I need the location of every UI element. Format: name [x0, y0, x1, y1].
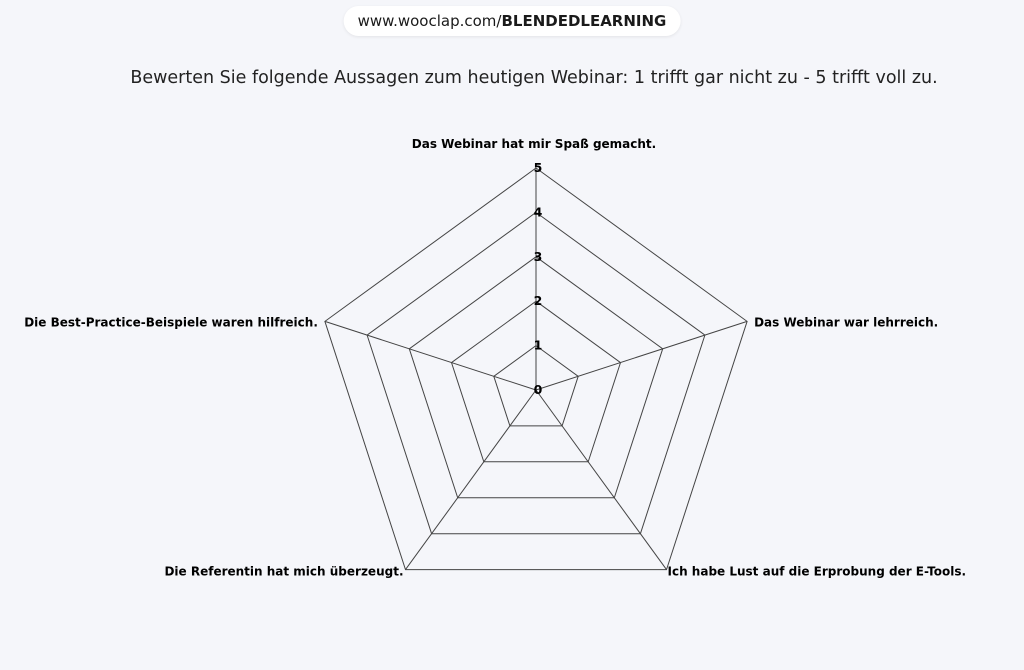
axis-label: Die Referentin hat mich überzeugt.: [164, 564, 404, 579]
tick-label: 0: [533, 382, 543, 397]
tick-label: 1: [533, 337, 543, 353]
radar-tick-labels: [534, 160, 543, 397]
radar-axes: [325, 168, 747, 570]
axis-label: Das Webinar war lehrreich.: [754, 315, 939, 330]
question-title: Bewerten Sie folgende Aussagen zum heutigen Webinar: 1 trifft gar nicht zu - 5 trifft voll zu.: [130, 68, 938, 88]
tick-label: 2: [533, 293, 543, 309]
tick-label: 5: [533, 160, 543, 175]
axis-spoke-4: [406, 390, 537, 570]
radar-axis-labels: [24, 137, 966, 579]
axis-spoke-3: [536, 390, 667, 570]
tick-label: 3: [533, 248, 543, 264]
url-prefix: www.wooclap.com/: [357, 12, 502, 30]
tick-label: 4: [533, 204, 543, 220]
axis-spoke-5: [325, 321, 536, 390]
axis-spoke-2: [533, 321, 747, 390]
axis-label: Die Best-Practice-Beispiele waren hilfreich.: [24, 315, 318, 330]
session-code: BLENDEDLEARNING: [501, 12, 667, 30]
axis-label: Ich habe Lust auf die Erprobung der E-Tools.: [667, 564, 967, 579]
axis-label: Das Webinar hat mir Spaß gemacht.: [411, 137, 657, 151]
